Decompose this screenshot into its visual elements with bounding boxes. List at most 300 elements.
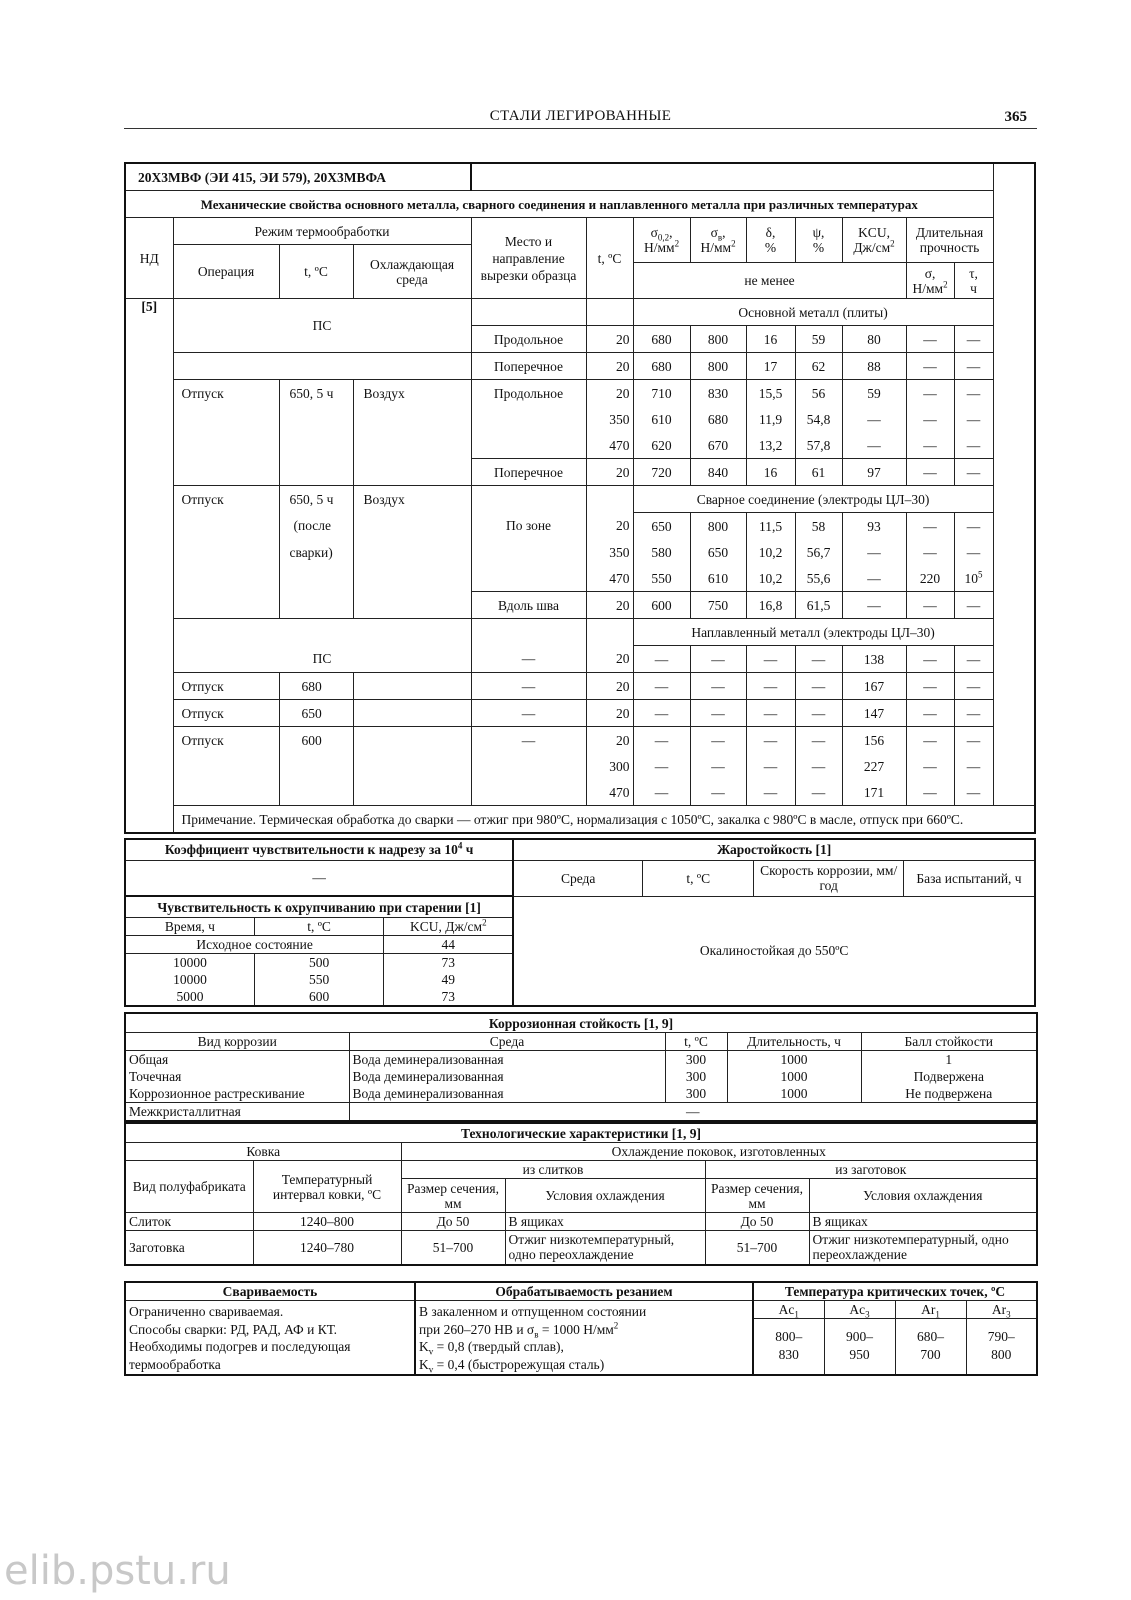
table-cell — [471, 619, 586, 646]
table-cell: 10000 — [125, 971, 254, 988]
table-cell: 840 — [690, 459, 746, 486]
table-cell — [173, 753, 279, 779]
table-cell: — — [690, 700, 746, 727]
table-cell: — — [906, 727, 954, 754]
table-cell: 830 — [690, 380, 746, 407]
mech-title: Механические свойства основного металла, сварного соединения и наплавленного металла при различных температурах — [125, 191, 993, 218]
table-cell: Отпуск — [173, 700, 279, 727]
table-cell: 1240–780 — [253, 1231, 401, 1265]
table-cell: 73 — [384, 988, 513, 1006]
table-cell: — — [906, 459, 954, 486]
table-cell: Температурный интервал ковки, ºС — [253, 1161, 401, 1213]
table-row — [125, 896, 1035, 918]
table-cell: — — [690, 727, 746, 754]
table-row — [125, 700, 1035, 727]
table-cell: t, ºС — [254, 918, 383, 936]
table-cell — [471, 753, 586, 779]
table-cell: — — [954, 380, 993, 407]
table-cell: 20 — [586, 727, 633, 754]
table-cell: 97 — [842, 459, 906, 486]
table-cell: Отжиг низкотемпературный, одно переохлаждение — [809, 1231, 1037, 1265]
running-header — [124, 108, 1037, 129]
table-cell: 51–700 — [401, 1231, 505, 1265]
tech-table — [124, 1122, 1038, 1266]
table-cell: 650 — [690, 539, 746, 565]
table-cell: — — [795, 779, 842, 806]
table-cell: 80 — [842, 326, 906, 353]
table-cell: — — [954, 406, 993, 432]
table-cell: сварки) — [279, 539, 353, 565]
table-cell: — — [690, 673, 746, 700]
table-cell — [173, 779, 279, 806]
table-cell: 580 — [633, 539, 690, 565]
table-cell: — — [746, 700, 795, 727]
table-cell: 171 — [842, 779, 906, 806]
table-row — [125, 1033, 1037, 1051]
table-cell: 16 — [746, 326, 795, 353]
table-row — [125, 1013, 1037, 1033]
psi-header: ψ, % — [795, 218, 842, 263]
table-cell — [353, 539, 471, 565]
table-cell: — — [471, 727, 586, 754]
table-cell: — — [746, 727, 795, 754]
table-cell: — — [954, 513, 993, 540]
heat-temp-header: t, ºС — [643, 860, 754, 896]
table-cell: 800 — [690, 353, 746, 380]
table-cell — [279, 432, 353, 459]
table-cell: До 50 — [401, 1213, 505, 1231]
mach-title: Обрабатываемость резанием — [415, 1282, 753, 1301]
crit-ac3: $Ac_3$ — [824, 1301, 895, 1319]
table-cell: Межкристаллитная — [125, 1103, 349, 1122]
table-cell: — — [954, 539, 993, 565]
table-cell: Продольное — [471, 326, 586, 353]
table-cell: Продольное — [471, 380, 586, 407]
table-cell: Поперечное — [471, 459, 586, 486]
table-cell — [471, 432, 586, 459]
nd-header: НД — [125, 218, 173, 299]
heat-medium-header: Среда — [513, 860, 642, 896]
table-cell: 16 — [746, 459, 795, 486]
table-cell: Размер сечения, мм — [705, 1179, 809, 1213]
table-cell: Точечная — [125, 1068, 349, 1085]
table-row — [125, 806, 1035, 834]
table-cell: — — [795, 673, 842, 700]
section-deposited: Наплавленный металл (электроды ЦЛ–30) — [633, 619, 993, 646]
table-cell — [471, 539, 586, 565]
table-cell: — — [954, 326, 993, 353]
table-cell — [471, 779, 586, 806]
table-cell: — — [954, 673, 993, 700]
table-cell: 17 — [746, 353, 795, 380]
table-cell: 610 — [690, 565, 746, 592]
table-cell: 55,6 — [795, 565, 842, 592]
table-row — [125, 839, 1035, 860]
table-cell: Ковка — [125, 1143, 401, 1161]
table-row — [125, 406, 1035, 432]
table-row — [125, 592, 1035, 619]
heat-title: Жаростойкость [1] — [513, 839, 1035, 860]
table-cell: — — [746, 646, 795, 673]
table-row — [125, 1051, 1037, 1069]
table-cell: 550 — [254, 971, 383, 988]
table-cell: Общая — [125, 1051, 349, 1069]
watermark-url: elib.pstu.ru — [4, 1548, 231, 1594]
table-cell: Отпуск — [173, 727, 279, 754]
table-cell: Длительность, ч — [727, 1033, 861, 1051]
table-cell: 20 — [586, 646, 633, 673]
table-cell: 15,5 — [746, 380, 795, 407]
notch-value: — — [125, 860, 513, 896]
table-cell — [353, 673, 471, 700]
table-cell: 1000 — [727, 1051, 861, 1069]
table-cell: 470 — [586, 779, 633, 806]
table-cell: 220 — [906, 565, 954, 592]
table-cell: — — [746, 779, 795, 806]
table-cell: — — [906, 326, 954, 353]
mach-text: В закаленном и отпущенном состоянии при 260–270 НВ и $\sigma_в = 1000$ $Н/мм^2$ $K_v = 0,8$ (твердый сплав), $K_v = 0,4$ (быстрорежущая сталь) — [415, 1301, 753, 1375]
table-cell — [471, 486, 586, 513]
table-cell: 680 — [633, 353, 690, 380]
weld-title: Свариваемость — [125, 1282, 415, 1301]
table-cell: 20 — [586, 592, 633, 619]
table-cell: — — [746, 673, 795, 700]
table-cell: Вдоль шва — [471, 592, 586, 619]
table-cell: Условия охлаждения — [505, 1179, 705, 1213]
table-cell: 600 — [254, 988, 383, 1006]
operation-header: Операция — [173, 245, 279, 299]
table-row — [125, 646, 1035, 673]
table-cell: — — [954, 432, 993, 459]
temp-header: t, ºС — [279, 245, 353, 299]
table-cell: 750 — [690, 592, 746, 619]
sv-header: $\sigma_в$, $Н/мм^2$ — [690, 218, 746, 263]
table-cell: Вид полуфабриката — [125, 1161, 253, 1213]
table-row — [125, 486, 1035, 513]
table-cell: 62 — [795, 353, 842, 380]
table-row — [125, 353, 1035, 380]
nd-ref: [5] — [125, 299, 173, 834]
table-cell: — — [690, 646, 746, 673]
table-cell: 167 — [842, 673, 906, 700]
table-row — [125, 673, 1035, 700]
table-cell: 51–700 — [705, 1231, 809, 1265]
table-cell: Коррозионное растрескивание — [125, 1085, 349, 1103]
page-number: 365 — [1004, 109, 1027, 125]
table-cell: 44 — [384, 936, 513, 954]
place-header: Место и направление вырезки образца — [471, 218, 586, 299]
table-cell: 680 — [633, 326, 690, 353]
table-cell: 56 — [795, 380, 842, 407]
table-cell: Воздух — [353, 380, 471, 407]
table-cell: — — [842, 432, 906, 459]
table-cell: — — [795, 727, 842, 754]
table-cell: 11,9 — [746, 406, 795, 432]
kcu-header: KCU, $Дж/см^2$ — [842, 218, 906, 263]
table-cell: — — [690, 753, 746, 779]
table-cell: Не подвержена — [861, 1085, 1037, 1103]
table-row — [125, 459, 1035, 486]
table-row — [125, 860, 1035, 896]
table-row — [125, 1085, 1037, 1103]
table-cell: — — [906, 592, 954, 619]
table-cell: Вода деминерализованная — [349, 1068, 665, 1085]
table-cell: — — [954, 700, 993, 727]
table-cell: (после — [279, 513, 353, 540]
table-cell: 73 — [384, 954, 513, 972]
table-cell: 20 — [586, 353, 633, 380]
tech-title: Технологические характеристики [1, 9] — [125, 1123, 1037, 1143]
table-cell: из слитков — [401, 1161, 705, 1179]
table-cell: 20 — [586, 673, 633, 700]
table-cell: 300 — [665, 1068, 727, 1085]
table-cell: 300 — [586, 753, 633, 779]
table-cell: 1 — [861, 1051, 1037, 1069]
table-cell: — — [471, 700, 586, 727]
table-cell: 800– 830 — [753, 1319, 824, 1375]
table-cell: Условия охлаждения — [809, 1179, 1037, 1213]
table-cell: 670 — [690, 432, 746, 459]
table-cell: Слиток — [125, 1213, 253, 1231]
table-cell — [586, 486, 633, 513]
table-cell: 300 — [665, 1085, 727, 1103]
table-cell: — — [954, 646, 993, 673]
table-row — [125, 539, 1035, 565]
table-cell: 600 — [279, 727, 353, 754]
table-cell — [173, 513, 279, 540]
table-cell: — — [633, 700, 690, 727]
table-cell — [353, 565, 471, 592]
table-cell: Размер сечения, мм — [401, 1179, 505, 1213]
table-cell: 680 — [690, 406, 746, 432]
table-row — [125, 432, 1035, 459]
table-cell: 20 — [586, 700, 633, 727]
table-row — [125, 727, 1035, 754]
table-cell: 680 — [279, 673, 353, 700]
table-cell: 16,8 — [746, 592, 795, 619]
table-cell: 470 — [586, 432, 633, 459]
weld-mach-crit-table — [124, 1281, 1038, 1376]
aging-title: Чувствительность к охрупчиванию при старении [1] — [125, 896, 513, 918]
grade-title: 20Х3МВФ (ЭИ 415, ЭИ 579), 20Х3МВФА — [125, 163, 471, 191]
table-cell: Отжиг низкотемпературный, одно переохлаждение — [505, 1231, 705, 1265]
table-cell: 58 — [795, 513, 842, 540]
table-cell — [353, 753, 471, 779]
table-cell: 1000 — [727, 1085, 861, 1103]
table-cell: Вода деминерализованная — [349, 1085, 665, 1103]
table-cell: — — [954, 753, 993, 779]
heat-base-header: База испытаний, ч — [903, 860, 1035, 896]
table-cell: — — [954, 459, 993, 486]
table-cell: Поперечное — [471, 353, 586, 380]
table-cell: Вода деминерализованная — [349, 1051, 665, 1069]
table-cell: — — [746, 753, 795, 779]
table-row — [125, 163, 1035, 191]
table-cell: До 50 — [705, 1213, 809, 1231]
heat-rate-header: Скорость коррозии, мм/год — [754, 860, 904, 896]
table-cell: 650, 5 ч — [279, 380, 353, 407]
table-cell: — — [906, 380, 954, 407]
table-row — [125, 779, 1035, 806]
table-cell: — — [906, 513, 954, 540]
table-cell — [586, 619, 633, 646]
table-cell: — — [906, 779, 954, 806]
table-row — [125, 299, 1035, 326]
table-cell — [353, 779, 471, 806]
table-cell — [279, 753, 353, 779]
table-cell: 790– 800 — [966, 1319, 1037, 1375]
table-cell: — — [633, 753, 690, 779]
table-cell: 20 — [586, 513, 633, 540]
table-cell: 620 — [633, 432, 690, 459]
table-cell: — — [842, 539, 906, 565]
table-cell: Воздух — [353, 486, 471, 513]
table-cell: 138 — [842, 646, 906, 673]
table-cell: 650 — [279, 700, 353, 727]
table-cell: В ящиках — [809, 1213, 1037, 1231]
table-cell — [353, 513, 471, 540]
table-row — [125, 1068, 1037, 1085]
table-cell: 1240–800 — [253, 1213, 401, 1231]
table-cell: из заготовок — [705, 1161, 1037, 1179]
table-cell — [279, 459, 353, 486]
table-cell: 710 — [633, 380, 690, 407]
table-cell: 54,8 — [795, 406, 842, 432]
table-cell: 1000 — [727, 1068, 861, 1085]
table-row — [125, 1301, 1037, 1319]
table-cell: 59 — [795, 326, 842, 353]
table-cell: 59 — [842, 380, 906, 407]
crit-ac1: $Ac_1$ — [753, 1301, 824, 1319]
corrosion-table — [124, 1012, 1038, 1122]
table-cell: — — [471, 673, 586, 700]
table-cell — [279, 406, 353, 432]
table-cell: — — [906, 539, 954, 565]
table-cell — [173, 592, 279, 619]
table-cell: t, ºС — [665, 1033, 727, 1051]
table-cell: Среда — [349, 1033, 665, 1051]
table-cell: — — [906, 700, 954, 727]
table-cell — [471, 565, 586, 592]
table-cell — [353, 700, 471, 727]
crit-title: Температура критических точек, ºС — [753, 1282, 1037, 1301]
table-cell: 470 — [586, 565, 633, 592]
aging-kcu-header: KCU, $Дж/см^2$ — [384, 918, 513, 936]
mechanical-properties-table — [124, 162, 1036, 834]
table-cell — [173, 565, 279, 592]
table-cell: 61,5 — [795, 592, 842, 619]
table-cell: 550 — [633, 565, 690, 592]
table-cell: — — [906, 673, 954, 700]
table-cell: 800 — [690, 513, 746, 540]
table-row — [125, 1282, 1037, 1301]
table-cell: — — [349, 1103, 1037, 1122]
table-cell — [353, 459, 471, 486]
table-cell: — — [906, 753, 954, 779]
table-cell: — — [906, 353, 954, 380]
tau-header: τ, ч — [954, 263, 993, 299]
table-cell: 350 — [586, 539, 633, 565]
regime-header: Режим термообработки — [173, 218, 471, 245]
table-cell: Отпуск — [173, 486, 279, 513]
table-row — [125, 191, 1035, 218]
test-temp-header: t, ºС — [586, 218, 633, 299]
table-cell: Исходное состояние — [125, 936, 384, 954]
table-cell: 500 — [254, 954, 383, 972]
table-cell: 300 — [665, 1051, 727, 1069]
table-cell: — — [795, 753, 842, 779]
table-cell: Балл стойкости — [861, 1033, 1037, 1051]
table-row — [125, 753, 1035, 779]
table-cell: — — [906, 646, 954, 673]
table-cell: 900– 950 — [824, 1319, 895, 1375]
section-weld: Сварное соединение (электроды ЦЛ–30) — [633, 486, 993, 513]
table-row — [125, 1123, 1037, 1143]
table-cell: Вид коррозии — [125, 1033, 349, 1051]
table-cell — [471, 299, 586, 326]
running-title: СТАЛИ ЛЕГИРОВАННЫЕ — [489, 108, 672, 124]
table-cell — [353, 406, 471, 432]
table-row — [125, 1231, 1037, 1265]
weld-text: Ограниченно свариваемая. Способы сварки: РД, РАД, АФ и КТ. Необходимы подогрев и последующая термообработка — [125, 1301, 415, 1375]
note: Примечание. Термическая обработка до сварки — отжиг при 980ºС, нормализация с 1050ºС, закалка с 980ºС в масле, отпуск при 660ºС. — [173, 806, 1035, 834]
tau-value: $10^5$ — [954, 565, 993, 592]
table-cell: 5000 — [125, 988, 254, 1006]
heat-value: Окалиностойкая до 550ºС — [513, 896, 1035, 1006]
table-cell: ПС — [173, 646, 471, 673]
table-cell: — — [842, 406, 906, 432]
table-cell: — — [633, 779, 690, 806]
notch-heat-table — [124, 838, 1036, 1007]
table-cell: 61 — [795, 459, 842, 486]
table-row — [125, 1103, 1037, 1122]
table-cell: 20 — [586, 380, 633, 407]
table-cell — [173, 619, 471, 646]
table-cell — [471, 406, 586, 432]
table-row — [125, 513, 1035, 540]
crit-ar3: $Ar_3$ — [966, 1301, 1037, 1319]
table-row — [125, 1213, 1037, 1231]
table-cell: Отпуск — [173, 673, 279, 700]
table-row — [125, 565, 1035, 592]
long-strength-header: Длительная прочность — [906, 218, 993, 263]
corrosion-title: Коррозионная стойкость [1, 9] — [125, 1013, 1037, 1033]
table-cell: 610 — [633, 406, 690, 432]
table-cell — [353, 592, 471, 619]
table-cell: 13,2 — [746, 432, 795, 459]
table-cell: 49 — [384, 971, 513, 988]
section-base-metal: Основной металл (плиты) — [633, 299, 993, 326]
table-cell — [173, 432, 279, 459]
table-cell: 650, 5 ч — [279, 486, 353, 513]
table-cell: 720 — [633, 459, 690, 486]
table-cell: 20 — [586, 326, 633, 353]
table-cell — [353, 432, 471, 459]
table-cell: — — [906, 406, 954, 432]
table-cell: 10,2 — [746, 539, 795, 565]
table-cell — [173, 353, 471, 380]
crit-ar1: $Ar_1$ — [895, 1301, 966, 1319]
ps-cell: ПС — [173, 299, 471, 353]
table-cell: — — [954, 353, 993, 380]
table-cell: 680– 700 — [895, 1319, 966, 1375]
table-cell — [279, 565, 353, 592]
table-cell: 11,5 — [746, 513, 795, 540]
s02-header: $\sigma_{0,2}$, $Н/мм^2$ — [633, 218, 690, 263]
table-cell: 800 — [690, 326, 746, 353]
table-cell: 88 — [842, 353, 906, 380]
table-cell: 350 — [586, 406, 633, 432]
